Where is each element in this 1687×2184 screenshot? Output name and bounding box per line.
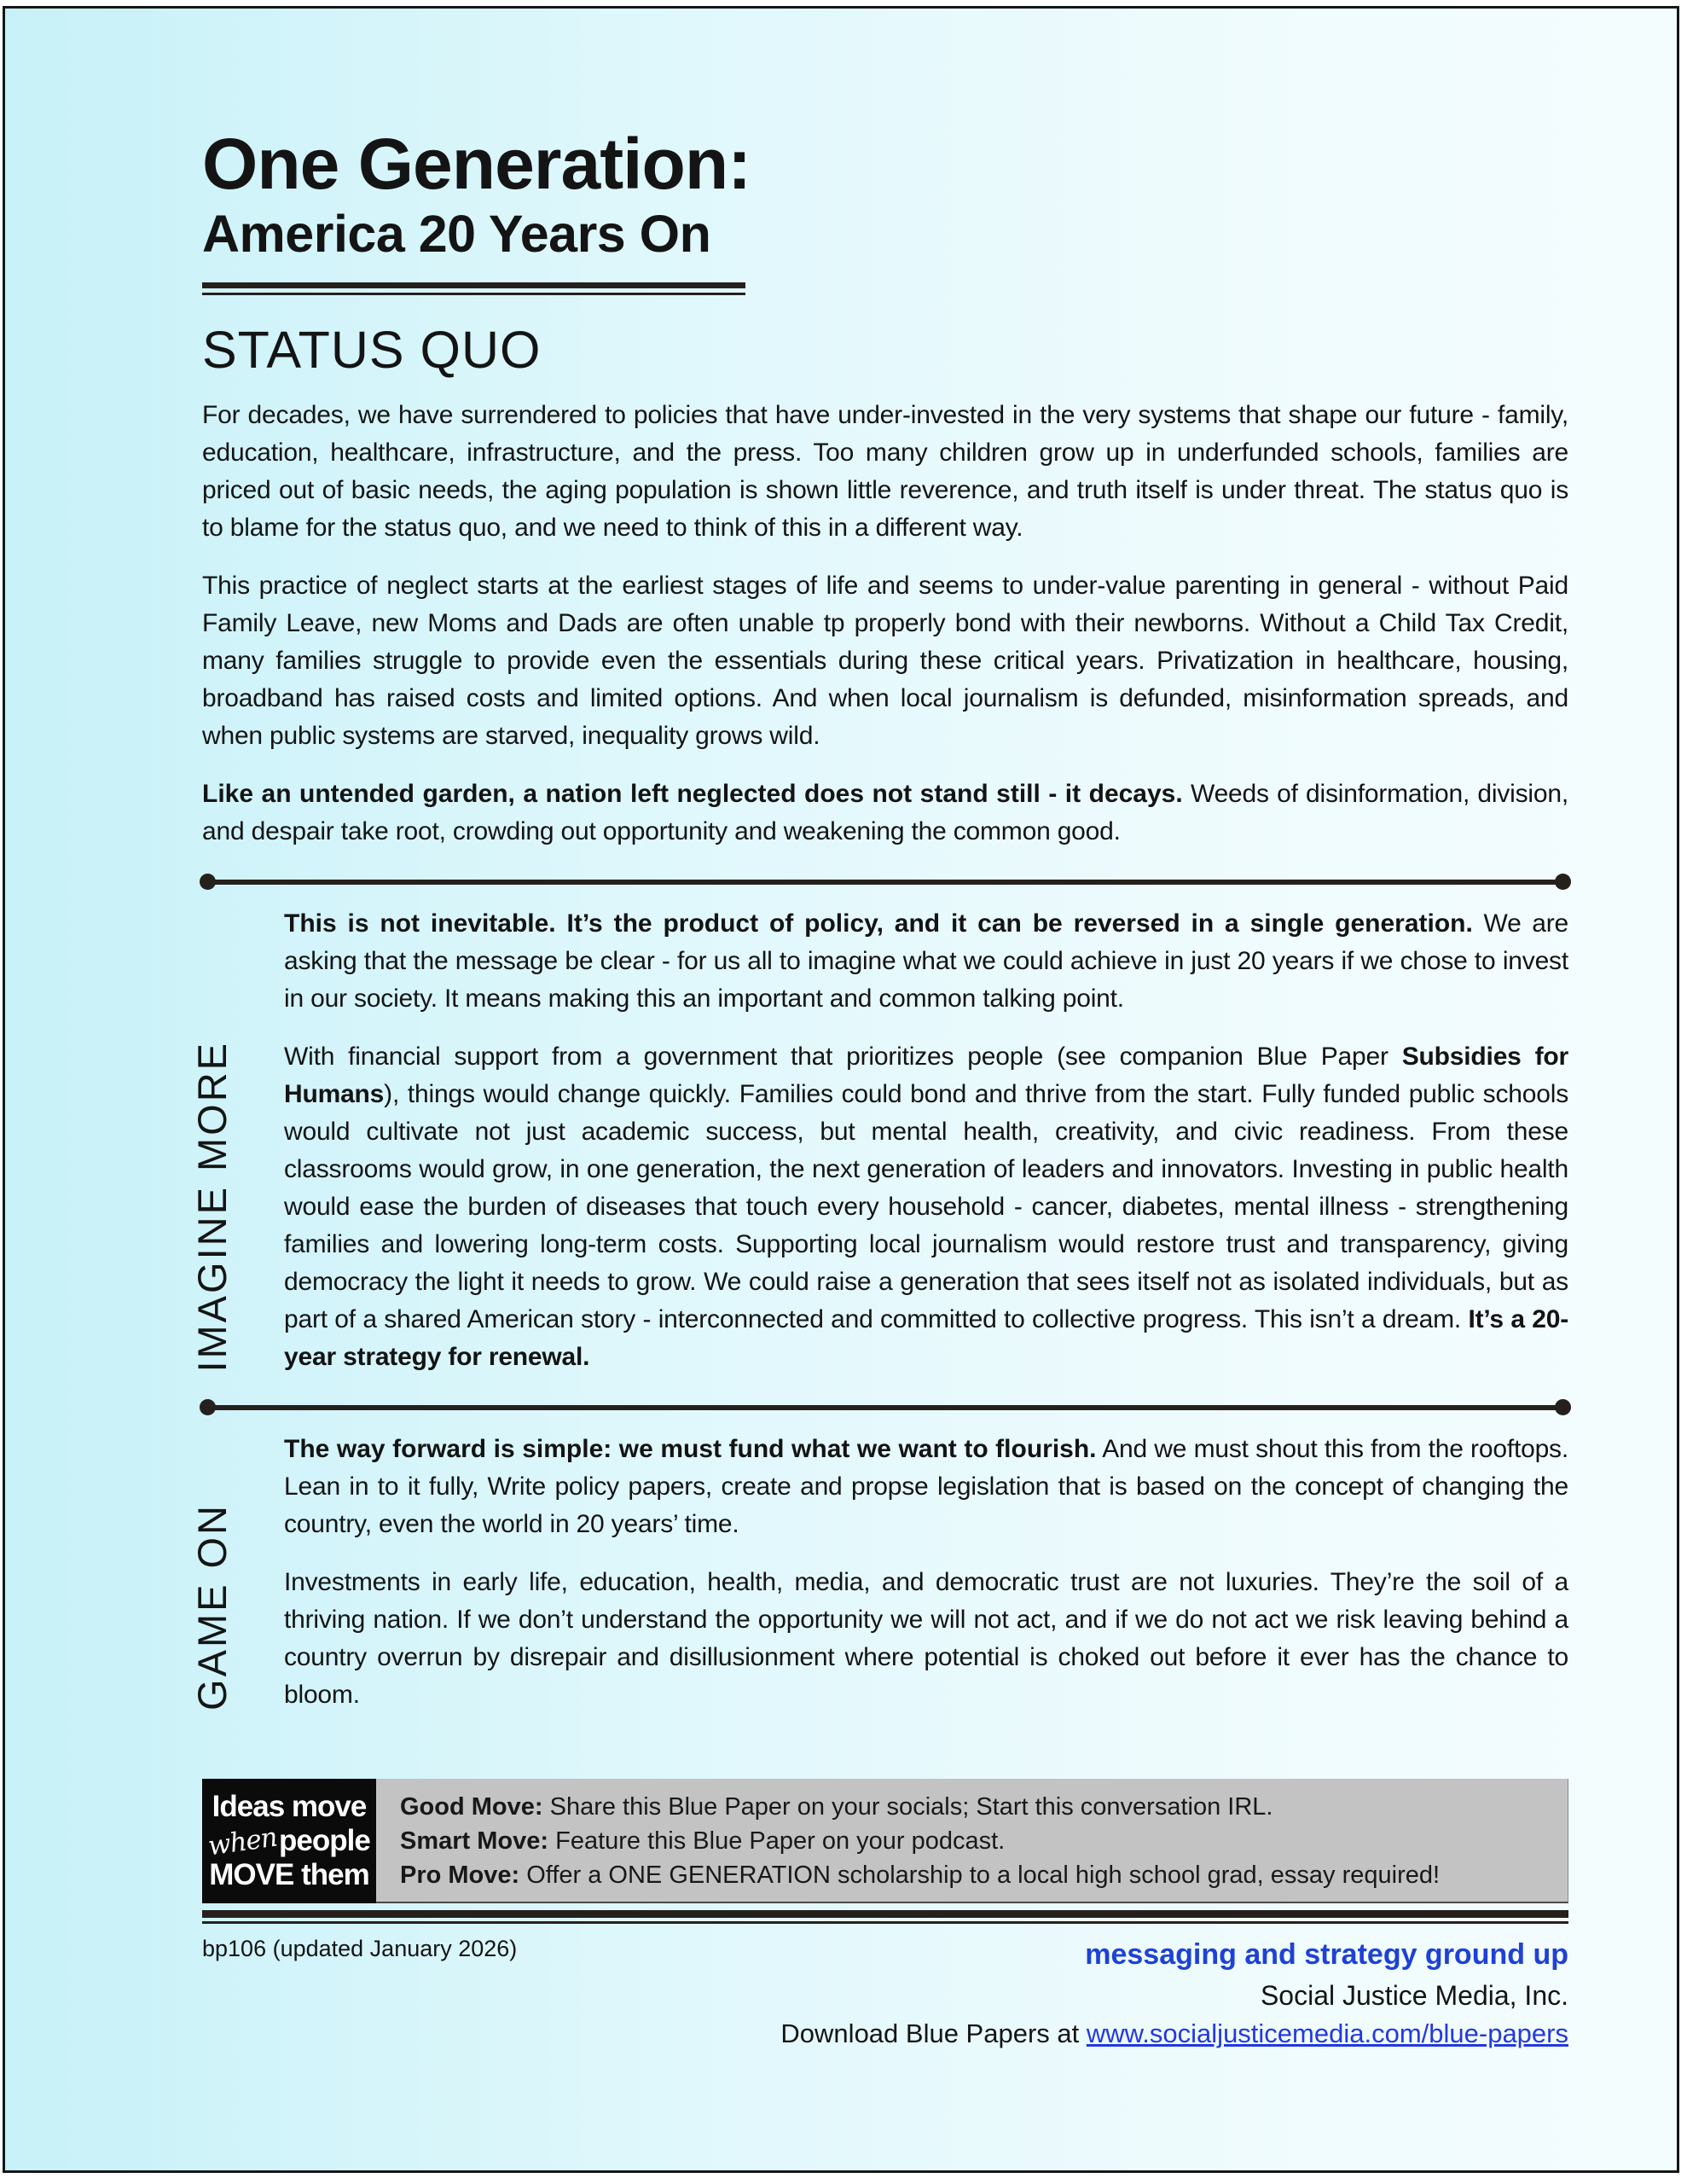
good-move-label: Good Move: [400,1793,543,1821]
status-quo-paragraph-3-rest: Weeds of disinformation, division, and despair take root, crowding out opportunity and weakening the common good. [202,780,1568,845]
publisher-name: Social Justice Media, Inc. [1260,1979,1568,2011]
footer [202,1936,1568,2052]
game-on-label: GAME ON [189,1503,235,1711]
good-move-item [400,1790,1559,1824]
logo-word-people: people [279,1823,370,1857]
smart-move-label: Smart Move: [400,1827,549,1855]
title-rule [202,282,745,295]
game-on-paragraph-1 [284,1431,1568,1543]
imagine-more-section [189,905,1569,1376]
imagine-more-paragraph-1-rest: We are asking that the message be clear - for us all to imagine what we could achieve in just 20 years if we chose to invest in our society. It means making this an important and common talking point. [284,909,1568,1013]
ideas-move-logo [202,1779,376,1903]
document-title-line2: America 20 Years On [202,205,711,263]
game-on-paragraph-1-lead: The way forward is simple: we must fund what we want to flourish. [284,1435,1097,1463]
game-on-paragraph-1-rest: And we must shout this from the rooftops. Lean in to it fully, Write policy papers, create and propse legislation that is based on the concept of changing the country, even the world in 20 years’ time. [284,1435,1568,1538]
footer-publisher-block [780,1936,1568,2052]
imagine-more-paragraph-1 [284,905,1568,1018]
logo-script-when: when [206,1821,279,1862]
download-prefix: Download Blue Papers at [780,2018,1087,2049]
document-page [3,6,1679,2173]
imagine-more-paragraph-2-seg1: With financial support from a government that prioritizes people (see companion Blue Paper [284,1043,1402,1071]
publisher-tagline: messaging and strategy ground up [1085,1938,1568,1971]
logo-line-3: MOVE them [209,1858,369,1892]
section-divider-2 [202,1405,1568,1410]
status-quo-paragraph-3 [202,775,1568,851]
imagine-more-paragraph-2 [284,1038,1568,1376]
game-on-section [189,1431,1568,1714]
smart-move-text: Feature this Blue Paper on your podcast. [548,1827,1006,1855]
document-id: bp106 (updated January 2026) [202,1936,518,1961]
footer-rule [202,1910,1568,1924]
game-on-paragraph-2: Investments in early life, education, health, media, and democratic trust are not luxuries. They’re the soil of a thriving nation. If we don’t understand the opportunity we will not act, and if we do not act we risk leaving behind a country overrun by disrepair and disillusionment where potential is choked out before it ever has the chance to bloom. [284,1568,1568,1709]
logo-line-1: Ideas move [212,1789,367,1823]
imagine-more-paragraph-2-bold1: Subsidies for Humans [284,1043,1569,1108]
content-column [189,9,1569,2052]
status-quo-paragraph-3-lead: Like an untended garden, a nation left neglected does not stand still - it decays. [202,780,1183,808]
status-quo-heading: STATUS QUO [202,321,542,379]
logo-line-2 [206,1821,370,1862]
good-move-text: Share this Blue Paper on your socials; Start this conversation IRL. [542,1793,1273,1821]
imagine-more-paragraph-2-seg2: ), things would change quickly. Families could bond and thrive from the start. Fully funded public schools would cultivate not just academic success, but mental health, creativity, and civic readiness. From these classrooms would grow, in one generation, the next generation of leaders and innovators. Investing in public health would ease the burden of diseases that touch every household - cancer, diabetes, mental illness - strengthening families and lowering long-term costs. Supporting local journalism would restore trust and transparency, giving democracy the light it needs to grow. We could raise a generation that sees itself not as isolated individuals, but as part of a shared American story - interconnected and committed to collective progress. This isn’t a dream. [284,1080,1568,1333]
blue-papers-link[interactable]: www.socialjusticemedia.com/blue-papers [1086,2018,1568,2049]
moves-list [376,1779,1568,1903]
pro-move-item [400,1858,1559,1892]
pro-move-text: Offer a ONE GENERATION scholarship to a local high school grad, essay required! [519,1862,1441,1889]
document-title-line1: One Generation: [202,124,751,204]
status-quo-paragraph-1: For decades, we have surrendered to policies that have under-invested in the very systems that shape our future - family, education, healthcare, infrastructure, and the press. Too many children grow up in underfunded schools, families are priced out of basic needs, the aging population is shown little reverence, and truth itself is under threat. The status quo is to blame for the status quo, and we need to think of this in a different way. [202,401,1568,542]
section-divider-1 [202,880,1568,885]
moves-callout [202,1779,1568,1903]
status-quo-paragraph-2: This practice of neglect starts at the earliest stages of life and seems to under-value parenting in general - without Paid Family Leave, new Moms and Dads are often unable tp properly bond with their newborns. Without a Child Tax Credit, many families struggle to provide even the essentials during these critical years. Privatization in healthcare, housing, broadband has raised costs and limited options. And when local journalism is defunded, misinformation spreads, and when public systems are starved, inequality grows wild. [202,572,1568,750]
imagine-more-paragraph-1-lead: This is not inevitable. It’s the product of policy, and it can be reversed in a single generation. [284,909,1473,938]
imagine-more-paragraph-2-bold2: It’s a 20-year strategy for renewal. [284,1305,1568,1371]
imagine-more-label: IMAGINE MORE [189,1041,235,1373]
download-line [780,2017,1568,2052]
pro-move-label: Pro Move: [400,1862,520,1889]
smart-move-item [400,1824,1559,1858]
